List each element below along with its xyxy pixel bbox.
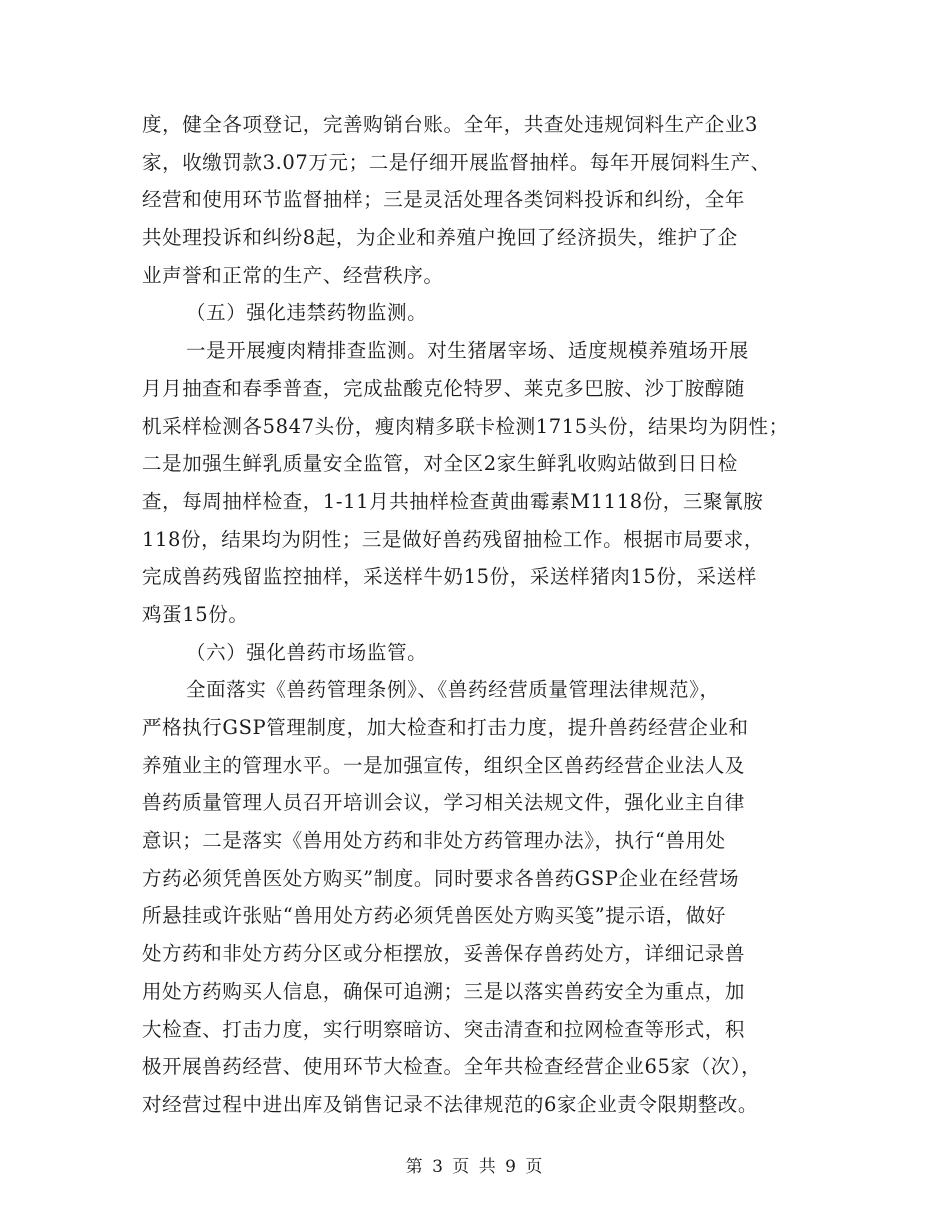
text-line: 118份，结果均为阴性；三是做好兽药残留抽检工作。根据市局要求， — [142, 527, 764, 551]
text-line: 共处理投诉和纠纷8起，为企业和养殖户挽回了经济损失，维护了企 — [142, 226, 738, 250]
text-line: 查，每周抽样检查，1-11月共抽样检查黄曲霉素M1118份，三聚氰胺 — [142, 489, 764, 513]
text-line: 机采样检测各5847头份，瘦肉精多联卡检测1715头份，结果均为阴性； — [142, 414, 789, 438]
text-line: 二是加强生鲜乳质量安全监管，对全区2家生鲜乳收购站做到日日检 — [142, 452, 738, 476]
text-line: 大检查、打击力度，实行明察暗访、突击清查和拉网检查等形式，积 — [142, 1017, 746, 1041]
text-line: 所悬挂或许张贴“兽用处方药必须凭兽医处方购买笺”提示语，做好 — [142, 904, 726, 928]
text-line: 对经营过程中进出库及销售记录不法律规范的6家企业责令限期整改。 — [142, 1092, 759, 1116]
body-text — [142, 106, 832, 1124]
paragraph-start: 全面落实《兽药管理条例》、《兽药经营质量管理法律规范》， — [186, 678, 720, 702]
text-line: 严格执行GSP管理制度，加大检查和打击力度，提升兽药经营企业和 — [142, 716, 749, 739]
text-line: 业声誉和正常的生产、经营秩序。 — [142, 263, 444, 287]
text-line: 鸡蛋15份。 — [142, 602, 249, 626]
text-line: 用处方药购买人信息，确保可追溯；三是以落实兽药安全为重点，加 — [142, 979, 746, 1003]
text-line: 月月抽查和春季普查，完成盐酸克伦特罗、莱克多巴胺、沙丁胺醇随 — [142, 376, 746, 400]
page-number: 第 3 页 共 9 页 — [405, 1157, 545, 1177]
text-line: 养殖业主的管理水平。一是加强宣传，组织全区兽药经营企业法人及 — [142, 753, 746, 777]
text-line: 极开展兽药经营、使用环节大检查。全年共检查经营企业65家（次）， — [142, 1055, 762, 1079]
text-line: 度，健全各项登记，完善购销台账。全年，共查处违规饲料生产企业3 — [142, 113, 759, 136]
text-line: 完成兽药残留监控抽样，采送样牛奶15份，采送样猪肉15份，采送样 — [142, 565, 757, 589]
text-line: 方药必须凭兽医处方购买”制度。同时要求各兽药GSP企业在经营场 — [142, 866, 740, 890]
text-line: 兽药质量管理人员召开培训会议，学习相关法规文件，强化业主自律 — [142, 791, 746, 815]
text-line: 意识；二是落实《兽用处方药和非处方药管理办法》，执行“兽用处 — [142, 829, 726, 853]
paragraph-start: 一是开展瘦肉精排查监测。对生猪屠宰场、适度规模养殖场开展 — [186, 339, 749, 363]
text-line: 处方药和非处方药分区或分柜摆放，妥善保存兽药处方，详细记录兽 — [142, 942, 746, 966]
text-line: 经营和使用环节监督抽样；三是灵活处理各类饲料投诉和纠纷，全年 — [142, 188, 746, 212]
section-heading-five: （五）强化违禁药物监测。 — [186, 301, 428, 325]
section-heading-six: （六）强化兽药市场监管。 — [186, 640, 428, 664]
text-line: 家，收缴罚款3.07万元；二是仔细开展监督抽样。每年开展饲料生产、 — [142, 150, 771, 174]
